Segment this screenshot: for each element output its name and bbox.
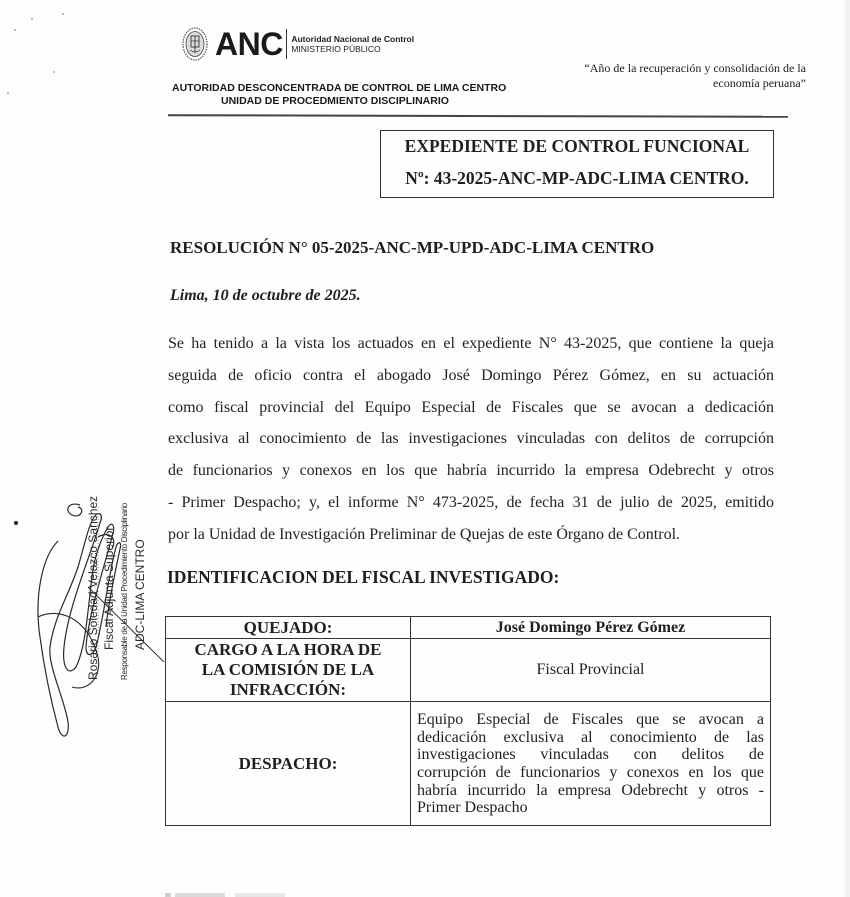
expediente-box	[380, 130, 774, 198]
investigated-prosecutor-table	[165, 616, 771, 826]
anc-logo	[181, 26, 414, 62]
header-rule	[168, 114, 788, 117]
national-seal-icon	[181, 26, 209, 62]
expediente-number: Nº: 43-2025-ANC-MP-ADC-LIMA CENTRO.	[405, 168, 749, 188]
label-line: DESPACHO:	[238, 753, 338, 773]
logo-divider	[286, 29, 288, 59]
value-line: investigaciones vinculadas con delitos de	[417, 746, 764, 764]
next-page-bleed	[165, 893, 365, 897]
resolution-title: RESOLUCIÓN N° 05-2025-ANC-MP-UPD-ADC-LIMA CENTRO	[170, 238, 655, 257]
row-label	[166, 702, 411, 826]
value-line: corrupción de funcionarios y conexos en los que	[417, 764, 764, 781]
paragraph-line: - Primer Despacho; y, el informe N° 473-2025, de fecha 31 de julio de 2025, emitido	[168, 493, 774, 511]
row-value: Fiscal Provincial	[411, 639, 771, 702]
value-line: dedicación exclusiva al conocimiento de las	[417, 728, 764, 746]
anc-wordmark: ANC	[215, 26, 283, 62]
row-label	[166, 639, 411, 702]
stamp-name: Rosario Soledad Velazco Sanchez	[86, 495, 100, 680]
value-line: Primer Despacho	[417, 799, 528, 817]
value-line: Equipo Especial de Fiscales que se avocan a	[417, 711, 764, 729]
table-row	[166, 639, 771, 702]
motto-line-2: economía peruana”	[713, 76, 806, 90]
stamp-role: Fiscal Adjunta Superior	[102, 526, 116, 650]
logo-subtitle-line-1: Autoridad Nacional de Control	[291, 34, 415, 44]
stamp-office: ADC-LIMA CENTRO	[133, 539, 147, 650]
row-value: José Domingo Pérez Gómez	[411, 617, 771, 639]
office-heading	[172, 82, 506, 108]
year-motto	[506, 61, 806, 91]
table-row	[166, 617, 771, 639]
row-label	[166, 617, 411, 639]
resolution-date: Lima, 10 de octubre de 2025.	[170, 287, 361, 304]
body-paragraph	[168, 328, 774, 551]
office-line-2: UNIDAD DE PROCEDMIENTO DISCIPLINARIO	[221, 95, 449, 107]
section-title: IDENTIFICACION DEL FISCAL INVESTIGADO:	[167, 567, 560, 587]
motto-line-1: “Año de la recuperación y consolidación de la	[584, 61, 806, 75]
paragraph-line: seguida de oficio contra el abogado José Domingo Pérez Gómez, en su actuación	[168, 366, 774, 384]
scan-dot	[14, 521, 18, 525]
paragraph-line: de funcionarios y conexos en los que habría incurrido la empresa Odebrecht y otros	[168, 462, 774, 480]
paragraph-line: exclusiva al conocimiento de las investigaciones vinculadas con delitos de corrupción	[168, 430, 774, 448]
stamp-unit: Responsable de la Unidad Procedimiento Disciplinario	[120, 503, 129, 680]
label-line: QUEJADO:	[243, 617, 333, 637]
logo-subtitle-line-2: MINISTERIO PÚBLICO	[291, 44, 381, 54]
row-value	[411, 702, 771, 826]
value-line: habría incurrido la empresa Odebrecht y otros -	[417, 781, 764, 799]
table-row	[166, 702, 771, 826]
page-edge	[845, 0, 850, 897]
paragraph-line: como fiscal provincial del Equipo Especial de Fiscales que se avocan a dedicación	[168, 398, 774, 416]
logo-subtitle	[291, 34, 414, 54]
paragraph-line: por la Unidad de Investigación Preliminar de Quejas de este Órgano de Control.	[168, 525, 681, 543]
office-line-1: AUTORIDAD DESCONCENTRADA DE CONTROL DE LIMA CENTRO	[172, 82, 507, 94]
expediente-title: EXPEDIENTE DE CONTROL FUNCIONAL	[404, 136, 750, 156]
label-line: INFRACCIÓN:	[229, 680, 347, 699]
paragraph-line: Se ha tenido a la vista los actuados en el expediente N° 43-2025, que contiene la queja	[168, 335, 774, 352]
label-line: LA COMISIÓN DE LA	[201, 660, 375, 679]
label-line: CARGO A LA HORA DE	[194, 640, 382, 659]
